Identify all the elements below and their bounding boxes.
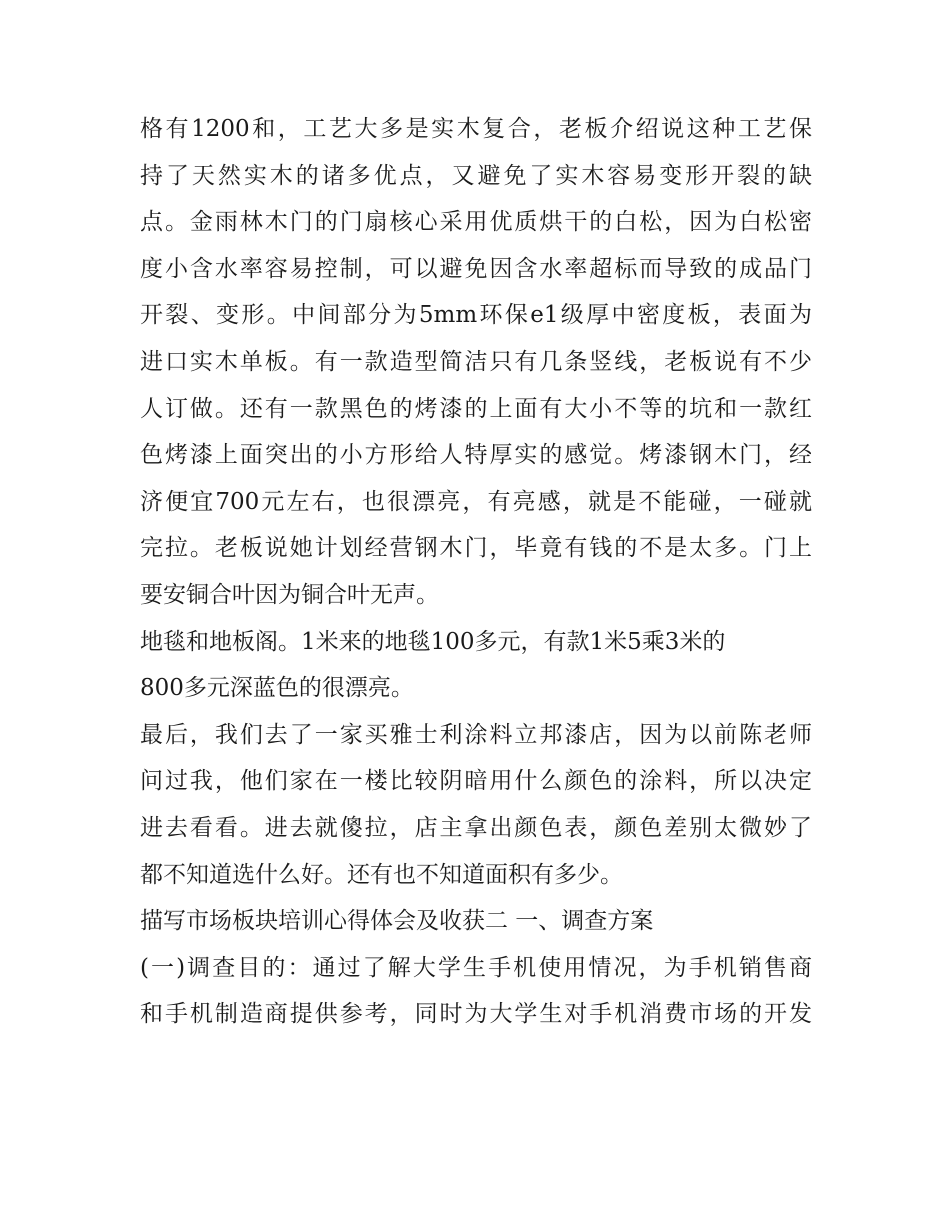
text-line: 要安铜合叶因为铜合叶无声。 [140, 581, 439, 608]
text-line: 进去看看。进去就傻拉，店主拿出颜色表，颜色差别太微妙了 [140, 814, 812, 841]
text-line: 800多元深蓝色的很漂亮。 [140, 675, 414, 702]
text-line: 和手机制造商提供参考，同时为大学生对手机消费市场的开发 [140, 1001, 812, 1028]
text-line: 格有1200和，工艺大多是实木复合，老板介绍说这种工艺保 [140, 116, 812, 142]
paragraph-survey-purpose [140, 945, 812, 1038]
text-line: 持了天然实木的诸多优点，又避免了实木容易变形开裂的缺 [140, 162, 812, 189]
text-line: 地毯和地板阁。1米来的地毯100多元，有款1米5乘3米的 [140, 628, 726, 655]
text-line: 点。金雨林木门的门扇核心采用优质烘干的白松，因为白松密 [140, 209, 812, 236]
text-line: 色烤漆上面突出的小方形给人特厚实的感觉。烤漆钢木门，经 [140, 442, 812, 469]
heading-line: 描写市场板块培训心得体会及收获二 一、调查方案 [140, 908, 654, 935]
text-line: 问过我，他们家在一楼比较阴暗用什么颜色的涂料，所以决定 [140, 768, 812, 795]
text-line: 进口实木单板。有一款造型简洁只有几条竖线，老板说有不少 [140, 348, 812, 375]
text-line: 开裂、变形。中间部分为5mm环保e1级厚中密度板，表面为 [140, 302, 812, 329]
document-body [140, 106, 812, 1038]
paragraph-door-description [140, 106, 812, 619]
text-line: (一)调查目的：通过了解大学生手机使用情况，为手机销售商 [140, 954, 812, 981]
text-line: 最后，我们去了一家买雅士利涂料立邦漆店，因为以前陈老师 [140, 721, 812, 748]
text-line: 人订做。还有一款黑色的烤漆的上面有大小不等的坑和一款红 [140, 395, 812, 422]
paragraph-carpet [140, 619, 812, 712]
text-line: 都不知道选什么好。还有也不知道面积有多少。 [140, 861, 623, 888]
text-line: 度小含水率容易控制，可以避免因含水率超标而导致的成品门 [140, 255, 812, 282]
text-line: 完拉。老板说她计划经营钢木门，毕竟有钱的不是太多。门上 [140, 535, 812, 562]
section-heading [140, 898, 812, 945]
paragraph-paint-store [140, 712, 812, 898]
text-line: 济便宜700元左右，也很漂亮，有亮感，就是不能碰，一碰就 [140, 488, 812, 515]
